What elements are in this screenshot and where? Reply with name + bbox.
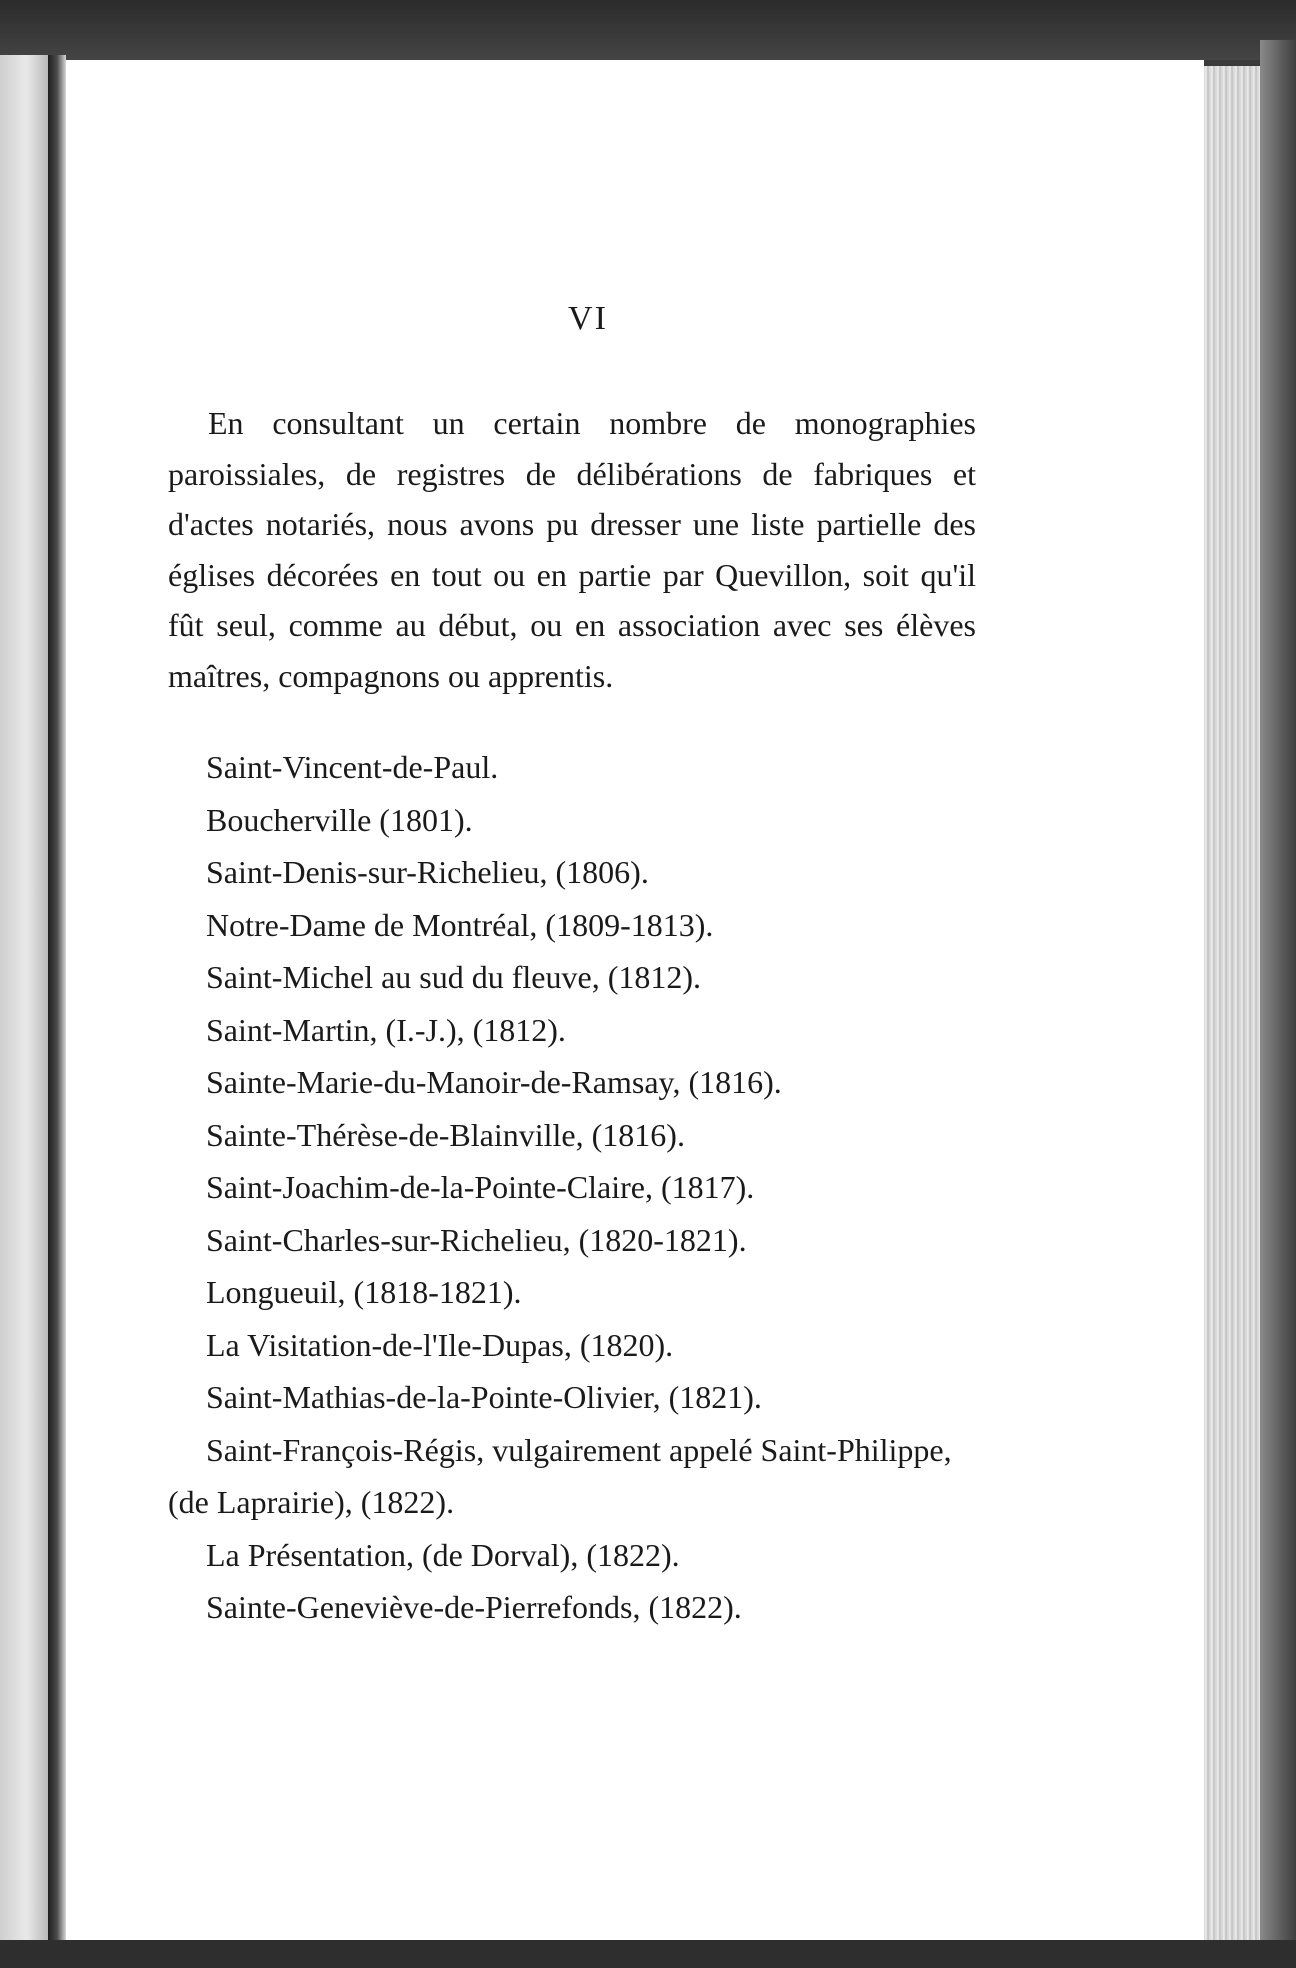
list-item: Saint-Mathias-de-la-Pointe-Olivier, (1821).: [206, 1379, 762, 1415]
list-item: Saint-Joachim-de-la-Pointe-Claire, (1817).: [206, 1169, 755, 1205]
book-gutter: [48, 55, 66, 1950]
chapter-heading: VI: [568, 300, 608, 337]
list-item: Saint-Denis-sur-Richelieu, (1806).: [206, 854, 649, 890]
list-item: La Visitation-de-l'Ile-Dupas, (1820).: [206, 1326, 674, 1363]
intro-paragraph: En consultant un certain nombre de monographies paroissiales, de registres de délibérations de fabriques et d'actes notariés, nous avons pu dresser une liste partielle des églises décorées en tout ou en partie par Quevillon, soit qu'il fût seul, comme au début, ou en association avec ses élèves maîtres, compagnons ou apprentis.: [168, 405, 976, 694]
list-item: Sainte-Thérèse-de-Blainville, (1816).: [206, 1116, 685, 1153]
page-stack-edge: [1204, 66, 1260, 1946]
previous-page-edge: [0, 55, 48, 1950]
list-item: Sainte-Geneviève-de-Pierrefonds, (1822).: [206, 1589, 742, 1625]
list-item: Longueuil, (1818-1821).: [206, 1274, 522, 1310]
list-item: Sainte-Marie-du-Manoir-de-Ramsay, (1816).: [206, 1064, 782, 1100]
list-item: La Présentation, (de Dorval), (1822).: [206, 1536, 680, 1573]
list-item: Saint-Martin, (I.-J.), (1812).: [206, 1011, 566, 1048]
list-item: Saint-Charles-sur-Richelieu, (1820-1821).: [206, 1221, 747, 1258]
list-item: Boucherville (1801).: [206, 801, 473, 838]
scan-bottom-border: [0, 1940, 1296, 1968]
list-item: Saint-François-Régis, vulgairement appelé Saint-Philippe, (de Laprairie), (1822).: [168, 1431, 952, 1520]
list-item: Saint-Michel au sud du fleuve, (1812).: [206, 959, 701, 995]
list-item: Saint-Vincent-de-Paul.: [206, 749, 499, 785]
page-content: [168, 300, 978, 1634]
book-cover-edge: [1260, 40, 1296, 1968]
list-item: Notre-Dame de Montréal, (1809-1813).: [206, 906, 714, 943]
scan-top-border: [0, 0, 1296, 60]
church-list: [168, 741, 978, 1634]
